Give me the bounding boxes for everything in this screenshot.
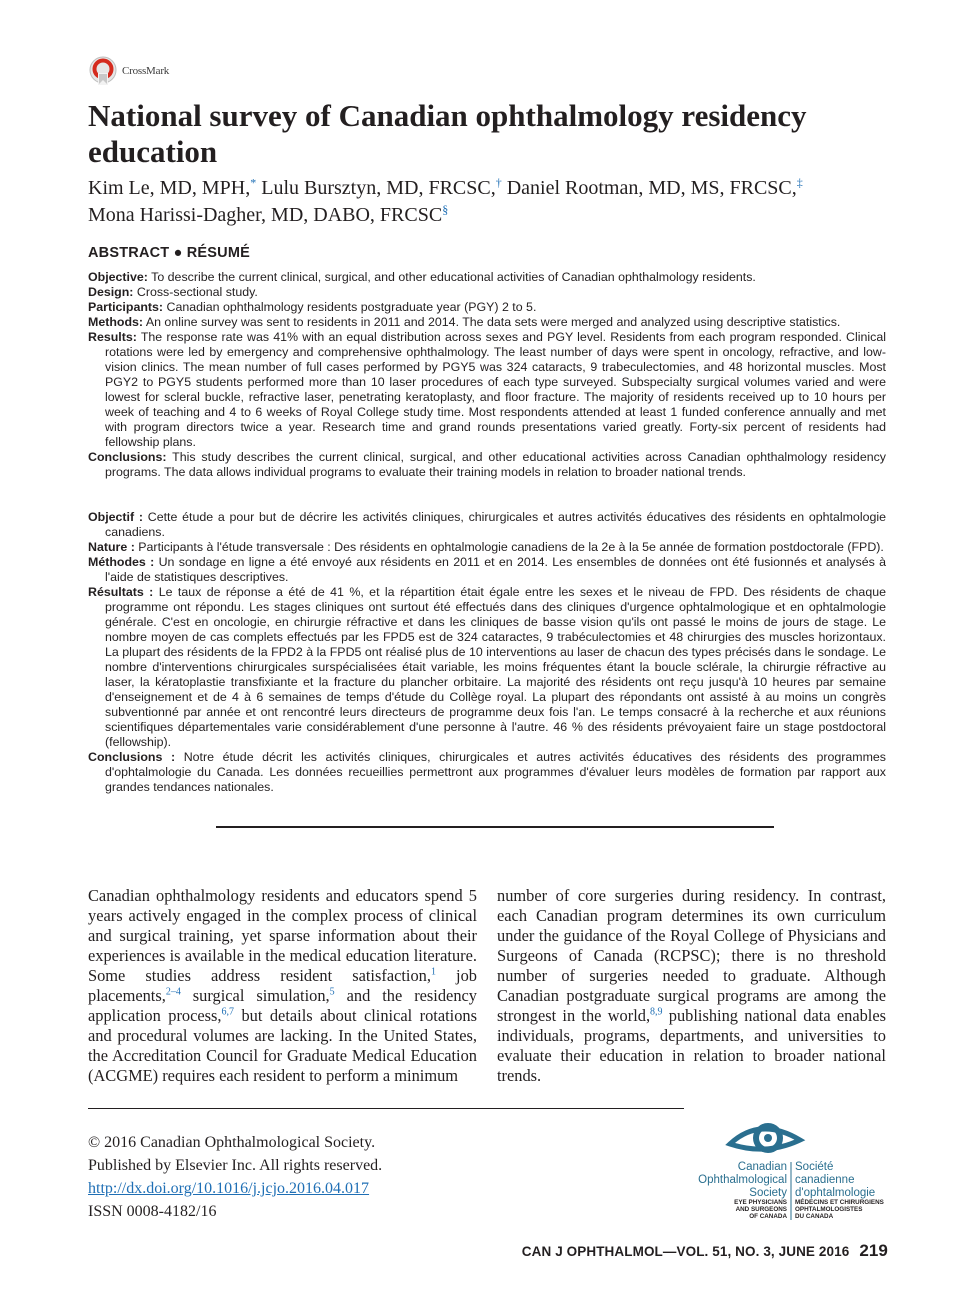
reference-link[interactable]: 1 [430,966,436,978]
section-text: Notre étude décrit les activités cliniques, chirurgicales et autres activités éducatives des résidents des programmes d'ophtalmologie du Canada. Les données recueillies permettront aux programmes d'évaluer leurs modèles de formation par rapport aux grandes tendances nationales. [105,750,886,794]
abstract-section [88,330,886,450]
abstract-section [88,285,886,300]
section-text: Participants à l'étude transversale : Des résidents en ophtalmologie canadiens de la 2e à la 5e année de formation postdoctorale (FPD). [138,540,884,554]
issn-line: ISSN 0008-4182/16 [88,1203,217,1220]
section-text: This study describes the current clinical, surgical, and other educational activities across Canadian ophthalmology residency programs. The data allows individual programs to evaluate their training models in relation to broader national trends. [105,450,886,479]
journal-footer [522,1241,888,1261]
body-text: publishing national data enables individuals, programs, departments, and universities to evaluate their education in relation to broader national trends. [497,1006,886,1085]
section-label: Results: [88,330,137,344]
doi-link[interactable]: http://dx.doi.org/10.1016/j.jcjo.2016.04.017 [88,1180,370,1197]
society-tagline-en: OF CANADA [749,1213,787,1220]
society-tagline-fr: DU CANADA [795,1213,834,1220]
society-tagline-en: EYE PHYSICIANS [734,1199,787,1206]
body-column-right [497,886,886,1086]
section-label: Objective: [88,270,148,284]
affiliation-mark[interactable]: § [442,202,449,217]
publisher-line: Published by Elsevier Inc. All rights reserved. [88,1157,383,1174]
section-text: An online survey was sent to residents in 2011 and 2014. The data sets were merged and analyzed using descriptive statistics. [145,315,841,329]
abstract-section [88,555,886,585]
journal-citation: CAN J OPHTHALMOL—VOL. 51, NO. 3, JUNE 2016 [521,1244,850,1259]
crossmark-badge[interactable] [88,54,218,88]
section-text: Canadian ophthalmology residents postgraduate year (PGY) 2 to 5. [166,300,537,314]
section-label: Méthodes : [88,555,155,569]
author-name: Daniel Rootman, MD, MS, FRCSC, [506,177,797,199]
abstract-section [88,750,886,795]
society-tagline-en: AND SURGEONS [735,1206,787,1213]
society-name-en: Ophthalmological [698,1174,787,1186]
body-text: but details about clinical rotations and procedural volumes are lacking. In the United States, the Accreditation Council for Graduate Medical Education (ACGME) requires each resident to perform a minimum [88,1006,477,1085]
author-name: Lulu Bursztyn, MD, FRCSC, [261,177,496,199]
reference-link[interactable]: 8,9 [650,1006,663,1018]
abstract-heading: ABSTRACT ● RÉSUMÉ [88,245,250,261]
author-name: Kim Le, MD, MPH, [88,177,251,199]
reference-link[interactable]: 5 [329,986,335,998]
section-text: Cross-sectional study. [136,285,258,299]
society-name-en: Canadian [737,1161,787,1173]
abstract-french [88,510,886,795]
body-text: Canadian ophthalmology residents and educators spend 5 years actively engaged in the complex process of clinical and surgical training, yet sparse information about their experiences is available in the medical education literature. Some studies address resident satisfaction, [88,886,477,985]
page-number: 219 [859,1241,888,1260]
abstract-english [88,270,886,480]
section-label: Nature : [88,540,135,554]
section-text: Cette étude a pour but de décrire les activités cliniques, chirurgicales et autres activités éducatives des résidents en ophtalmologie canadiens. [105,510,886,539]
body-column-left [88,886,477,1086]
section-label: Conclusions: [88,450,167,464]
body-text: number of core surgeries during residency. In contrast, each Canadian program determines its own curriculum under the guidance of the Royal College of Physicians and Surgeons of Canada (RCPSC); there is no threshold number of surgeries needed to graduate. Although Canadian postgraduate surgical programs are among the strongest in the world, [497,886,886,1025]
society-logo [694,1110,890,1222]
section-label: Objectif : [88,510,143,524]
affiliation-mark[interactable]: * [250,175,257,190]
author-name: Mona Harissi-Dagher, MD, DABO, FRCSC [88,204,443,226]
reference-link[interactable]: 2–4 [165,986,181,998]
abstract-section [88,510,886,540]
society-tagline-fr: OPHTALMOLOGISTES [795,1206,863,1213]
society-name-en: Society [749,1187,787,1199]
body-text: job placements, [88,966,477,1005]
affiliation-mark[interactable]: ‡ [796,175,803,190]
abstract-section [88,270,886,285]
section-label: Participants: [88,300,164,314]
section-label: Methods: [88,315,144,329]
abstract-divider [216,826,774,828]
crossmark-label: CrossMark [122,65,170,77]
abstract-section [88,450,886,480]
article-title: National survey of Canadian ophthalmology residency education [88,98,807,169]
section-text: Le taux de réponse a été de 41 %, et la répartition était égale entre les sexes et le niveau de FPD. Des résidents de chaque programme ont répondu. Les stages cliniques ont surtout été effectués dans des cliniques d'urgence ophtalmologique et en ophtalmologie générale. C'est en oncologie, en chirurgie réfractive et dans les cliniques de basse vision qu'ils ont passé le moins de jours de stage. Le nombre moyen de cas complets effectués par les FPD5 est de 324 cataractes, 9 trabéculectomies et 48 chirurgies des muscles horizontaux. La plupart des résidents de la FPD2 à la FPD5 ont réalisé plus de 10 interventions au laser de chacun des types précisés dans le sondage. Le nombre d'interventions chirurgicales surspécialisées était variable, les moins fréquentes étant la boucle sclérale, la chirurgie réfractive au laser, la kératoplastie transfixiante et la fracture du plancher orbitaire. La majorité des résidents ont reçu jusqu'à 10 heures par semaine d'enseignement et de 4 à 6 semaines de temps d'étude du Collège royal. La plupart des répondants ont assisté à au moins un congrès subventionné par année et ont rencontré leurs directeurs de programme deux fois l'an. Le temps consacré à la recherche et aux réunions scientifiques départementales varie considérablement d'une personne à l'autre. 46 % des résidents prévoyaient faire un stage postdoctoral (fellowship). [105,585,886,749]
crossmark-icon [88,55,118,87]
abstract-section [88,300,886,315]
reference-link[interactable]: 6,7 [221,1006,235,1018]
section-label: Conclusions : [88,750,176,764]
section-text: The response rate was 41% with an equal distribution across sexes and PGY level. Residents from each program responded. Clinical rotations were led by emergency and comprehensive ophthalmology. The least number of days were spent in oncology, refractive, and low-vision clinics. The mean number of full cases performed by PGY5 was 324 cataracts, 9 trabeculectomies, and 48 horizontal muscles. Most PGY2 to PGY5 students performed more than 10 laser procedures of each type surveyed. Subspecialty surgical volumes varied and were lowest for scleral buckle, refractive laser, penetrating keratoplasty, and floor fracture. The majority of residents received up to 10 hours per week of teaching and 4 to 6 weeks of Royal College study time. Most respondents attended at least 1 funded conference annually and met with program directors twice a year. Research time and grand rounds presentations varied greatly. Forty-six percent of residents had fellowship plans. [105,330,886,449]
society-name-fr: d'ophtalmologie [795,1187,876,1199]
section-text: Un sondage en ligne a été envoyé aux résidents en 2011 et en 2014. Les ensembles de données ont été fusionnés et analysés à l'aide de statistiques descriptives. [105,555,886,584]
society-tagline-fr: MÉDECINS ET CHIRURGIENS [795,1199,884,1206]
body-text: surgical simulation, [180,986,330,1005]
copyright-block [88,1131,382,1223]
copyright-line: © 2016 Canadian Ophthalmological Society. [88,1134,376,1151]
author-list [88,175,898,229]
society-name-fr: canadienne [795,1174,855,1186]
eye-logo-icon [730,1126,800,1150]
section-label: Design: [88,285,134,299]
section-text: To describe the current clinical, surgical, and other educational activities of Canadian ophthalmology residents. [151,270,756,284]
abstract-section [88,315,886,330]
society-name-fr: Société [795,1161,834,1173]
section-label: Résultats : [88,585,154,599]
body-text: and the residency application process, [88,986,477,1025]
abstract-section [88,585,886,750]
abstract-section [88,540,886,555]
footnote-divider [88,1108,684,1109]
affiliation-mark[interactable]: † [495,175,502,190]
